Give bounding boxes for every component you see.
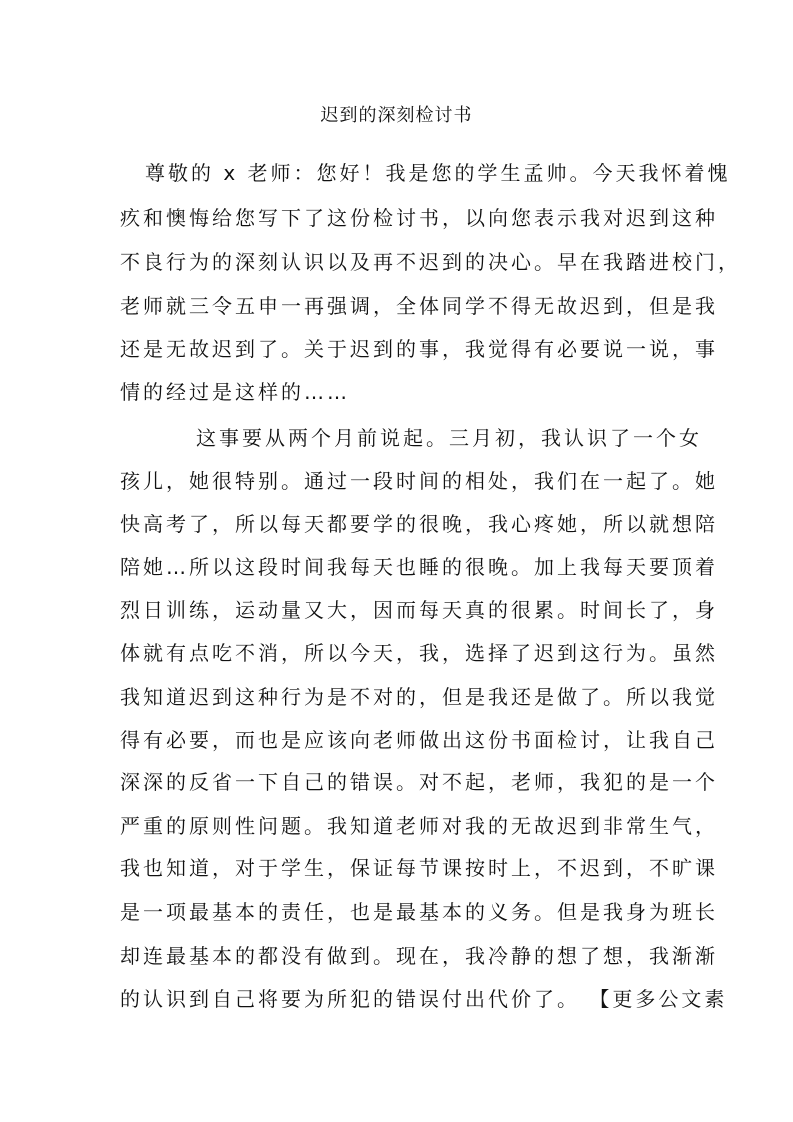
paragraph2-line-2: 孩儿，她很特别。通过一段时间的相处，我们在一起了。她: [120, 469, 718, 493]
paragraph2-line-1: 这事要从两个月前说起。三月初，我认识了一个女: [196, 426, 702, 450]
paragraph2-line-6: 体就有点吃不消，所以今天，我，选择了迟到这行为。虽然: [120, 641, 718, 665]
paragraph1-line-6: 情的经过是这样的……: [120, 380, 350, 404]
paragraph2-line-4: 陪她…所以这段时间我每天也睡的很晚。加上我每天要顶着: [120, 555, 718, 579]
paragraph2-line-7: 我知道迟到这种行为是不对的，但是我还是做了。所以我觉: [120, 685, 718, 709]
paragraph1-line-3: 不良行为的深刻认识以及再不迟到的决心。早在我踏进校门，: [120, 250, 741, 274]
paragraph2-line-11: 我也知道，对于学生，保证每节课按时上，不迟到，不旷课: [120, 856, 718, 880]
paragraph1-line-2: 疚和懊悔给您写下了这份检讨书，以向您表示我对迟到这种: [120, 206, 718, 230]
paragraph2-line-14: 的认识到自己将要为所犯的错误付出代价了。 【更多公文素: [120, 987, 728, 1011]
paragraph2-line-3: 快高考了，所以每天都要学的很晚，我心疼她，所以就想陪: [120, 512, 718, 536]
paragraph2-line-10: 严重的原则性问题。我知道老师对我的无故迟到非常生气，: [120, 814, 718, 838]
paragraph2-line-12: 是一项最基本的责任，也是最基本的义务。但是我身为班长: [120, 900, 718, 924]
paragraph1-line-4: 老师就三令五申一再强调，全体同学不得无故迟到，但是我: [120, 294, 718, 318]
paragraph2-line-9: 深深的反省一下自己的错误。对不起，老师，我犯的是一个: [120, 770, 718, 794]
paragraph2-line-5: 烈日训练，运动量又大，因而每天真的很累。时间长了，身: [120, 598, 718, 622]
paragraph1-line-5: 还是无故迟到了。关于迟到的事，我觉得有必要说一说，事: [120, 337, 718, 361]
paragraph2-line-13: 却连最基本的都没有做到。现在，我冷静的想了想，我渐渐: [120, 944, 718, 968]
paragraph1-line-1: 尊敬的 x 老师：您好！我是您的学生孟帅。今天我怀着愧: [145, 161, 731, 185]
document-title: 迟到的深刻检讨书: [320, 105, 473, 126]
paragraph2-line-8: 得有必要，而也是应该向老师做出这份书面检讨，让我自己: [120, 728, 718, 752]
